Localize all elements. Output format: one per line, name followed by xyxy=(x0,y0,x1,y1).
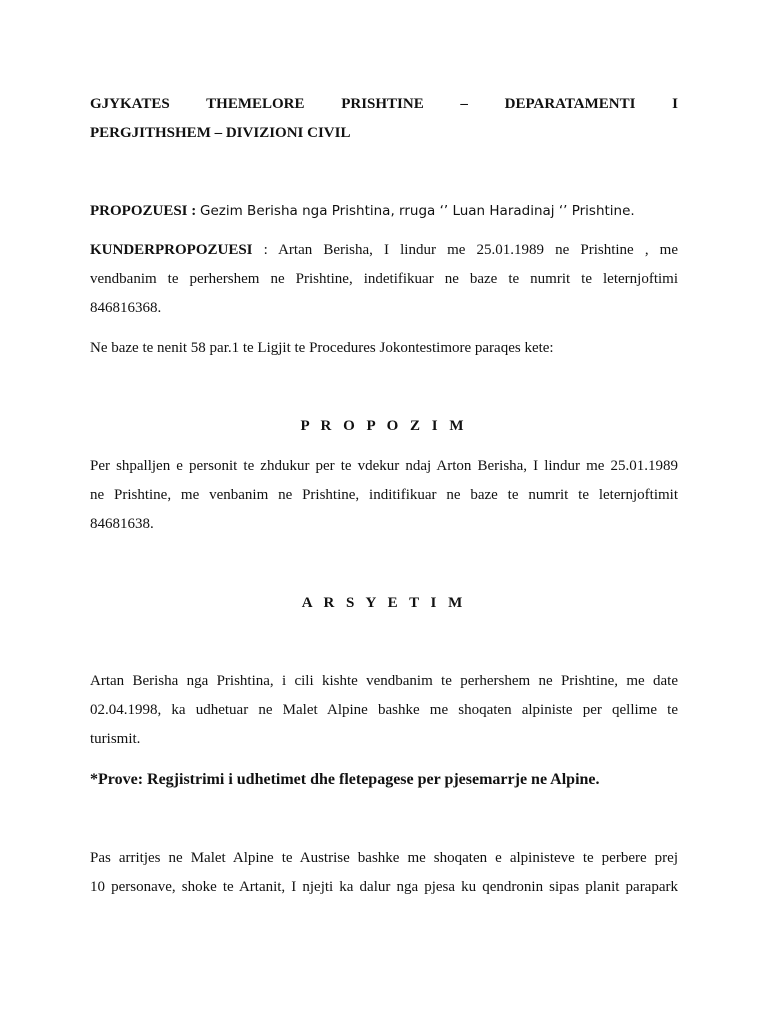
court-heading-line-1: GJYKATES THEMELORE PRISHTINE – DEPARATAMENTI I xyxy=(90,96,678,112)
proposer-paragraph xyxy=(90,197,678,226)
proof-line: *Prove: Regjistrimi i udhetimet dhe fletepagese per pjesemarrje ne Alpine. xyxy=(90,771,600,788)
legal-basis: Ne baze te nenit 58 par.1 te Ligjit te Procedures Jokontestimore paraqes kete: xyxy=(90,340,554,356)
proposer-text: Gezim Berisha nga Prishtina, rruga ‘’ Luan Haradinaj ‘’ Prishtine. xyxy=(200,203,635,219)
counter-proposer-line-3: 846816368. xyxy=(90,300,162,316)
proposal-paragraph xyxy=(90,452,678,539)
reasoning-title: A R S Y E T I M xyxy=(301,595,467,611)
reasoning-p2-line-2: 10 personave, shoke te Artanit, I njejti ka dalur nga pjesa ku qendronin sipas planit parapark xyxy=(90,879,678,895)
reasoning-paragraph-2 xyxy=(90,844,678,902)
proposal-line-3: 84681638. xyxy=(90,516,154,532)
proposal-title: P R O P O Z I M xyxy=(300,418,468,434)
reasoning-paragraph-1 xyxy=(90,667,678,754)
court-heading xyxy=(90,90,678,148)
proposal-line-2: ne Prishtine, me venbanim ne Prishtine, inditifikuar ne baze te numrit te leternjoftimit xyxy=(90,487,678,503)
reasoning-p2-line-1: Pas arritjes ne Malet Alpine te Austrise bashke me shoqaten e alpinisteve te perbere prej xyxy=(90,850,678,866)
reasoning-p1-line-1: Artan Berisha nga Prishtina, i cili kishte vendbanim te perhershem ne Prishtine, me date xyxy=(90,673,678,689)
proposal-line-1: Per shpalljen e personit te zhdukur per te vdekur ndaj Arton Berisha, I lindur me 25.01.1989 xyxy=(90,458,678,474)
counter-proposer-line-2: vendbanim te perhershem ne Prishtine, indetifikuar ne baze te numrit te leternjoftimi xyxy=(90,271,678,287)
counter-proposer-paragraph xyxy=(90,236,678,323)
reasoning-p1-line-2: 02.04.1998, ka udhetuar ne Malet Alpine bashke me shoqaten alpiniste per qellime te xyxy=(90,702,678,718)
reasoning-p1-line-3: turismit. xyxy=(90,731,141,747)
counter-proposer-label: KUNDERPROPOZUESI xyxy=(90,242,253,258)
counter-proposer-line-1: : Artan Berisha, I lindur me 25.01.1989 ne Prishtine , me xyxy=(263,242,679,258)
proposer-label: PROPOZUESI : xyxy=(90,203,197,219)
court-heading-line-2: PERGJITHSHEM – DIVIZIONI CIVIL xyxy=(90,125,351,141)
